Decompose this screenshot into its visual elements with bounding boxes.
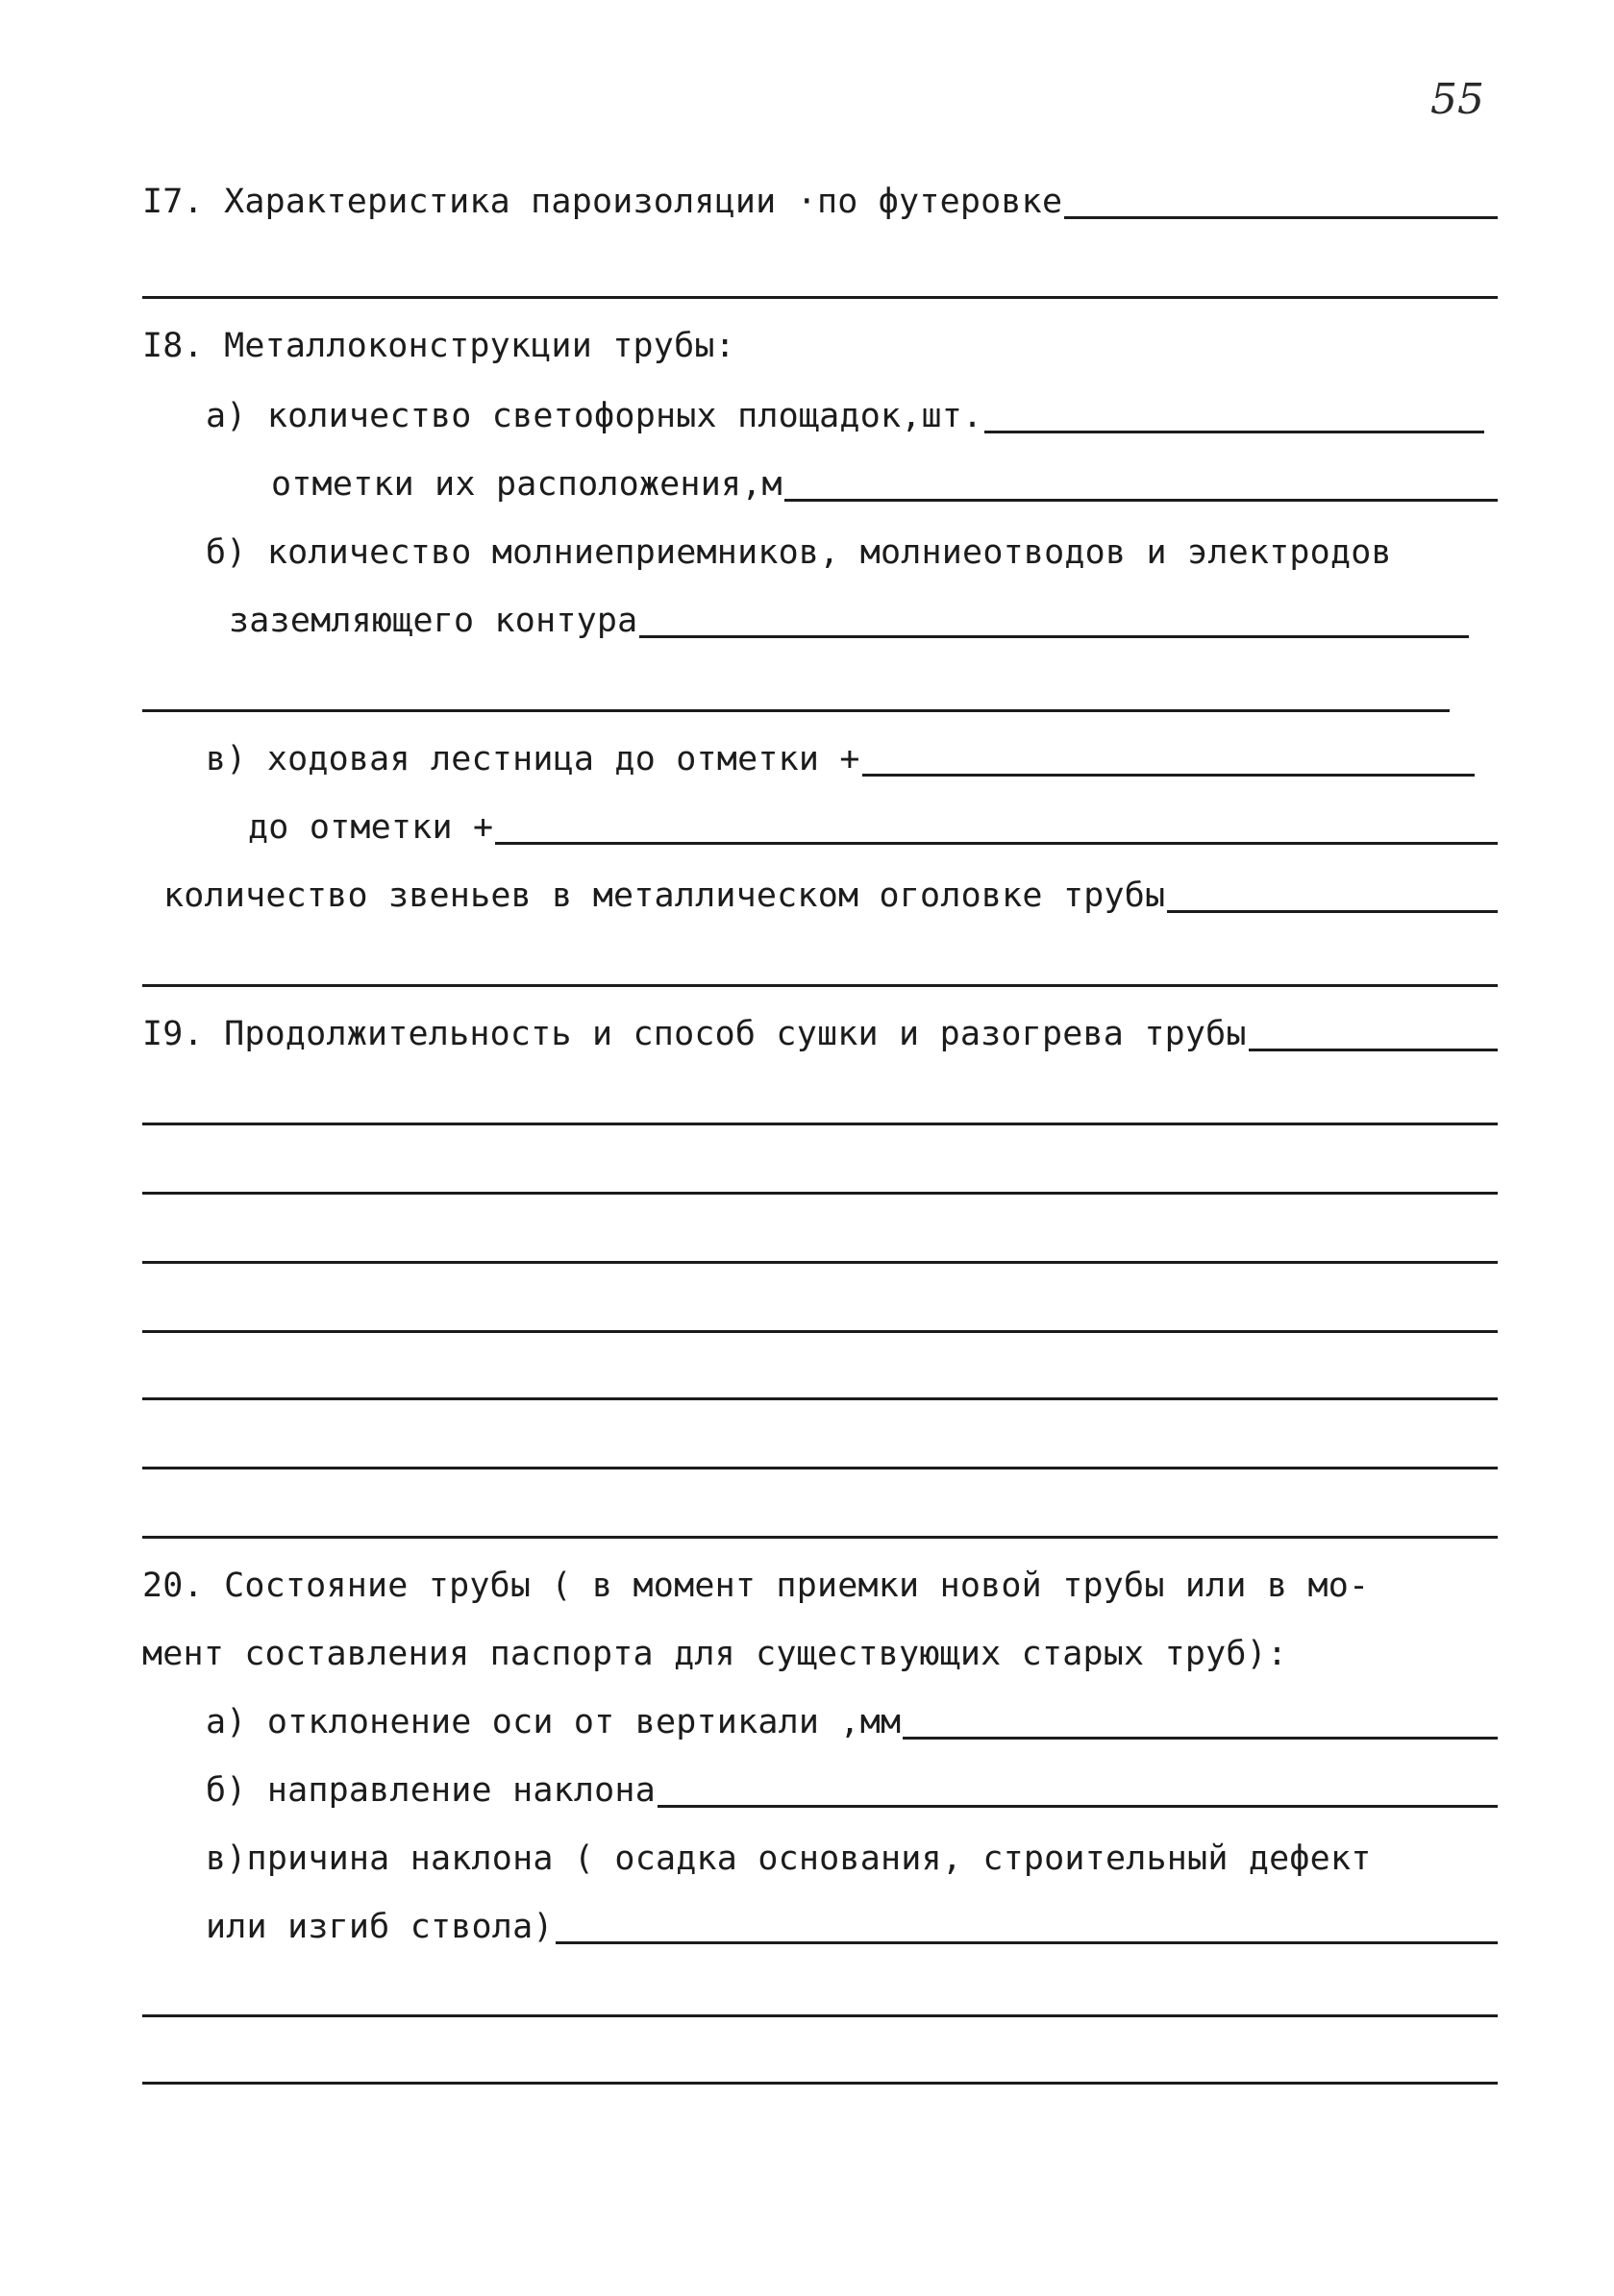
section-18a2-line <box>271 456 1498 509</box>
section-17-line <box>142 173 1498 227</box>
section-17-blank <box>1064 216 1498 219</box>
section-20c2-label: или изгиб ствола) <box>206 1908 554 1946</box>
section-18c-label: в) ходовая лестница до отметки + <box>206 740 860 778</box>
section-19-rule-1 <box>142 1123 1498 1125</box>
section-18a2-blank <box>784 499 1498 502</box>
section-18c-line <box>206 730 1475 784</box>
section-20b-blank <box>658 1805 1498 1808</box>
section-20-rule-2 <box>142 2082 1498 2085</box>
section-20b-label: б) направление наклона <box>206 1771 656 1810</box>
section-20-rule-1 <box>142 2014 1498 2017</box>
section-19-blank <box>1249 1049 1498 1051</box>
section-19-rule-4 <box>142 1330 1498 1333</box>
section-18b2-label: заземляющего контура <box>229 602 638 640</box>
section-20-line-2 <box>142 1625 1498 1679</box>
section-18a-label: а) количество светофорных площадок,шт. <box>206 397 983 435</box>
section-19-rule-6 <box>142 1467 1498 1469</box>
section-20a-label: а) отклонение оси от вертикали ,мм <box>206 1703 902 1741</box>
section-19-rule-2 <box>142 1192 1498 1195</box>
section-17-extra-rule <box>142 296 1498 299</box>
section-20c2-line <box>206 1898 1498 1952</box>
section-18b2-blank <box>639 635 1469 638</box>
section-18b-label: б) количество молниеприемников, молниеотводов и электродов <box>206 533 1392 572</box>
section-18b-extra-rule <box>142 709 1450 712</box>
page-number: 55 <box>1430 75 1484 124</box>
section-17-label: I7. Характеристика пароизоляции ·по футеровке <box>142 183 1063 221</box>
section-18c2-label: до отметки + <box>248 808 494 847</box>
section-18b2-line <box>229 592 1469 646</box>
section-20a-line <box>206 1693 1498 1747</box>
section-18d-line <box>163 867 1498 921</box>
section-20-line-1 <box>142 1557 1498 1611</box>
section-20c2-blank <box>556 1941 1498 1944</box>
section-18a2-label: отметки их расположения,м <box>271 465 782 504</box>
section-20a-blank <box>903 1737 1498 1740</box>
section-18d-label: количество звеньев в металлическом оголовке трубы <box>163 876 1166 915</box>
section-18d-extra-rule <box>142 984 1498 987</box>
section-20c-label: в)причина наклона ( осадка основания, строительный дефект <box>206 1839 1372 1878</box>
section-20-text-1: 20. Состояние трубы ( в момент приемки новой трубы или в мо- <box>142 1567 1370 1605</box>
section-18-title-line <box>142 317 1104 371</box>
section-20-text-2: мент составления паспорта для существующих старых труб): <box>142 1635 1288 1673</box>
section-18-title: I8. Металлоконструкции трубы: <box>142 327 735 365</box>
section-19-rule-3 <box>142 1261 1498 1264</box>
section-18b-line <box>206 524 1484 578</box>
section-18c-blank <box>862 774 1475 777</box>
section-19-rule-7 <box>142 1536 1498 1539</box>
section-19-line <box>142 1005 1498 1059</box>
section-18a-blank <box>984 431 1484 433</box>
section-19-rule-5 <box>142 1397 1498 1400</box>
section-18c2-line <box>248 799 1498 852</box>
section-18c2-blank <box>495 842 1498 845</box>
section-20b-line <box>206 1762 1498 1815</box>
section-19-label: I9. Продолжительность и способ сушки и разогрева трубы <box>142 1015 1247 1053</box>
section-18d-blank <box>1167 910 1498 913</box>
section-20c-line <box>206 1830 1498 1884</box>
section-18a-line <box>206 387 1484 441</box>
